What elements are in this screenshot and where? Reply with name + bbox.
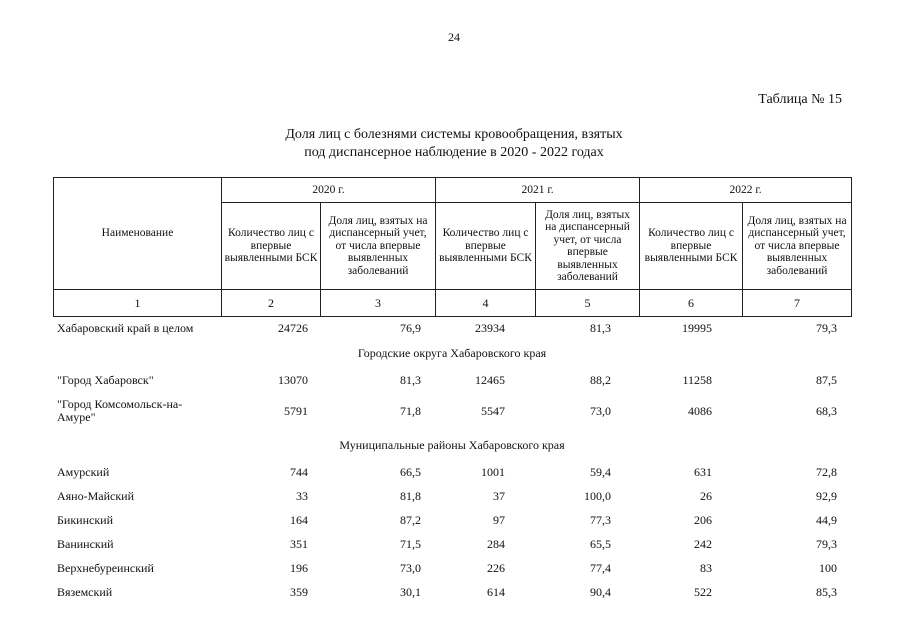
count-cell: 351: [290, 536, 308, 551]
count-cell: 13070: [278, 372, 308, 387]
column-number: 6: [640, 290, 743, 317]
share-cell: 77,3: [590, 512, 611, 527]
count-cell: 1001: [481, 464, 505, 479]
count-cell: 37: [493, 488, 505, 503]
header-count-2021: Количество лиц с впервые выявленными БСК: [436, 203, 536, 290]
column-number: 4: [436, 290, 536, 317]
share-cell: 65,5: [590, 536, 611, 551]
share-cell: 88,2: [590, 372, 611, 387]
share-cell: 76,9: [400, 320, 421, 335]
count-cell: 164: [290, 512, 308, 527]
count-cell: 5791: [284, 403, 308, 418]
count-cell: 226: [487, 560, 505, 575]
row-name: Хабаровский край в целом: [57, 320, 194, 335]
count-cell: 26: [700, 488, 712, 503]
share-cell: 87,2: [400, 512, 421, 527]
header-year-2020: 2020 г.: [222, 178, 436, 203]
table-row: [53, 318, 851, 338]
column-number: 3: [321, 290, 436, 317]
share-cell: 87,5: [816, 372, 837, 387]
share-cell: 79,3: [816, 320, 837, 335]
table-body: [53, 318, 851, 604]
count-cell: 19995: [682, 320, 712, 335]
table-label: Таблица № 15: [758, 92, 842, 107]
section-title: Муниципальные районы Хабаровского края: [339, 437, 565, 452]
table-row: [53, 484, 851, 508]
share-cell: 72,8: [816, 464, 837, 479]
row-name: Аяно-Майский: [57, 488, 135, 503]
count-cell: 631: [694, 464, 712, 479]
count-cell: 83: [700, 560, 712, 575]
share-cell: 100,0: [584, 488, 611, 503]
count-cell: 744: [290, 464, 308, 479]
count-cell: 284: [487, 536, 505, 551]
row-name: Верхнебуреинский: [57, 560, 154, 575]
column-number: 5: [536, 290, 640, 317]
row-name: Амурский: [57, 464, 110, 479]
row-name: Вяземский: [57, 584, 113, 599]
count-cell: 206: [694, 512, 712, 527]
count-cell: 614: [487, 584, 505, 599]
share-cell: 71,5: [400, 536, 421, 551]
header-share-2021: Доля лиц, взятых на диспансерный учет, от числа впервые выявленных заболеваний: [536, 203, 640, 290]
header-count-2022: Количество лиц с впервые выявленными БСК: [640, 203, 743, 290]
table-row: [53, 392, 851, 430]
count-cell: 97: [493, 512, 505, 527]
count-cell: 23934: [475, 320, 505, 335]
share-cell: 92,9: [816, 488, 837, 503]
share-cell: 77,4: [590, 560, 611, 575]
table-row: [53, 460, 851, 484]
count-cell: 5547: [481, 403, 505, 418]
section-title: Городские округа Хабаровского края: [357, 345, 547, 360]
table-row: [53, 556, 851, 580]
table-row: [53, 532, 851, 556]
table-title: [0, 126, 908, 162]
header-count-2020: Количество лиц с впервые выявленными БСК: [222, 203, 321, 290]
share-cell: 68,3: [816, 403, 837, 418]
header-year-2022: 2022 г.: [640, 178, 852, 203]
table-row: [53, 508, 851, 532]
count-cell: 24726: [278, 320, 308, 335]
header-year-2021: 2021 г.: [436, 178, 640, 203]
title-line-2: под диспансерное наблюдение в 2020 - 2022 годах: [304, 145, 604, 160]
share-cell: 30,1: [400, 584, 421, 599]
share-cell: 66,5: [400, 464, 421, 479]
share-cell: 79,3: [816, 536, 837, 551]
share-cell: 71,8: [400, 403, 421, 418]
count-cell: 196: [290, 560, 308, 575]
count-cell: 522: [694, 584, 712, 599]
table-row: [53, 368, 851, 392]
row-name: "Город Комсомольск-на-Амуре": [57, 397, 183, 424]
table-row: [53, 580, 851, 604]
column-number: 7: [743, 290, 852, 317]
share-cell: 59,4: [590, 464, 611, 479]
title-line-1: Доля лиц с болезнями системы кровообращения, взятых: [285, 127, 623, 142]
header-share-2022: Доля лиц, взятых на диспансерный учет, от числа впервые выявленных заболеваний: [743, 203, 852, 290]
count-cell: 4086: [688, 403, 712, 418]
page-number: 24: [448, 30, 460, 44]
count-cell: 33: [296, 488, 308, 503]
column-number: 2: [222, 290, 321, 317]
row-name: Ванинский: [57, 536, 114, 551]
share-cell: 81,8: [400, 488, 421, 503]
share-cell: 90,4: [590, 584, 611, 599]
row-name: Бикинский: [57, 512, 113, 527]
table-header: [53, 177, 852, 317]
share-cell: 81,3: [400, 372, 421, 387]
header-share-2020: Доля лиц, взятых на диспансерный учет, от числа впервые выявленных заболеваний: [321, 203, 436, 290]
share-cell: 85,3: [816, 584, 837, 599]
section-row: [53, 338, 851, 368]
share-cell: 100: [819, 560, 837, 575]
share-cell: 73,0: [400, 560, 421, 575]
share-cell: 73,0: [590, 403, 611, 418]
count-cell: 11258: [682, 372, 712, 387]
share-cell: 81,3: [590, 320, 611, 335]
header-name: Наименование: [54, 178, 222, 290]
count-cell: 242: [694, 536, 712, 551]
column-number: 1: [54, 290, 222, 317]
row-name: "Город Хабаровск": [57, 372, 154, 387]
section-row: [53, 430, 851, 460]
count-cell: 12465: [475, 372, 505, 387]
share-cell: 44,9: [816, 512, 837, 527]
count-cell: 359: [290, 584, 308, 599]
